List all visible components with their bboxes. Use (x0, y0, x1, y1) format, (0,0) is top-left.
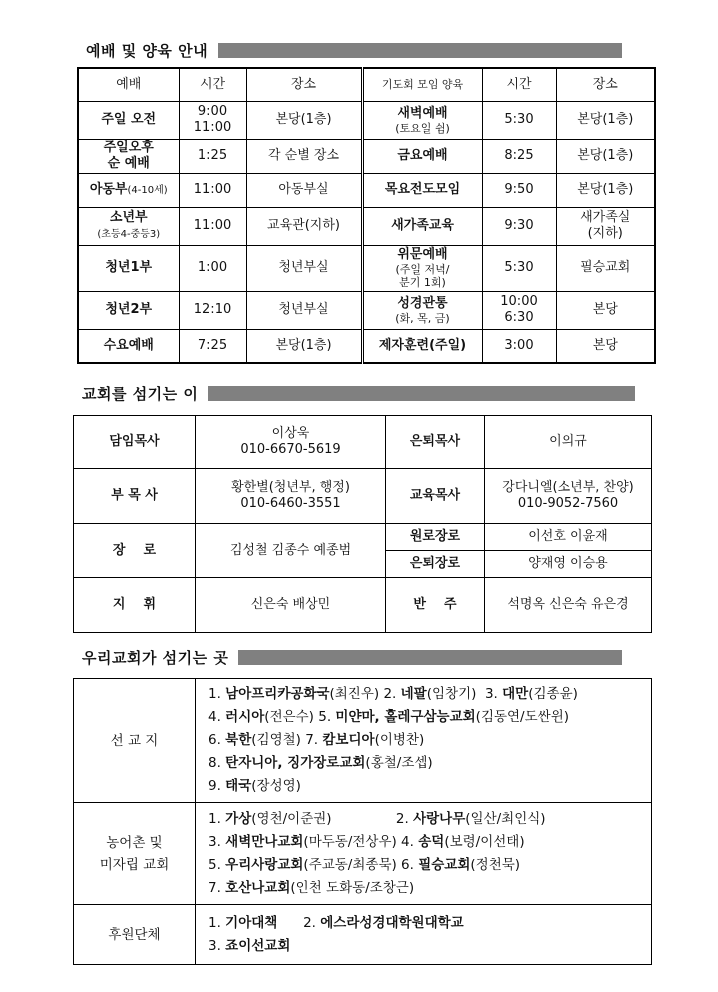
accompanist-label: 반 주 (386, 578, 485, 633)
schedule-table (77, 67, 656, 364)
right-service-cell (362, 101, 482, 139)
retired-pastor-name: 이의규 (485, 416, 652, 469)
elders-label: 장 로 (74, 524, 196, 578)
senior-elders-names: 이선호 이윤재 (485, 524, 652, 551)
church-name: 사랑나무 (413, 810, 466, 827)
header-place: 장소 (246, 68, 362, 101)
right-service-cell (362, 291, 482, 329)
list-text: (일산/최인식) (465, 810, 546, 827)
list-text: 9. (208, 778, 226, 794)
left-service-name: 청년2부 (105, 302, 153, 317)
right-place: 새가족실 (지하) (556, 207, 655, 245)
right-place: 본당(1층) (556, 139, 655, 173)
schedule-section-title: 예배 및 양육 안내 (86, 42, 209, 60)
left-service-name: 청년1부 (105, 260, 153, 275)
list-item (208, 775, 643, 798)
list-text: (임창기) 3. (426, 686, 503, 702)
education-pastor-cell (485, 469, 652, 524)
church-name: 네팔 (400, 686, 427, 702)
left-place: 아동부실 (246, 173, 362, 207)
left-time: 7:25 (179, 329, 246, 363)
left-place: 청년부실 (246, 245, 362, 291)
right-place: 본당 (556, 291, 655, 329)
left-time: 1:25 (179, 139, 246, 173)
left-service-name: 아동부 (89, 181, 128, 197)
support-list (196, 905, 652, 965)
left-service-note: (초등4-중등3) (97, 228, 161, 240)
list-item (208, 877, 643, 900)
list-item (208, 808, 643, 831)
right-time: 5:30 (482, 101, 556, 139)
right-service-cell (362, 245, 482, 291)
left-place: 본당(1층) (246, 329, 362, 363)
right-service-name: 제자훈련(주일) (378, 337, 467, 353)
church-name: 태국 (225, 778, 252, 794)
left-service-name: 소년부 (109, 209, 148, 225)
church-name: 남아프리카공화국 (225, 686, 330, 702)
rural-label-line: 미자립 교회 (99, 856, 170, 873)
list-text: (김동연/도싼윈) (475, 709, 569, 725)
church-name: 송덕 (418, 833, 445, 850)
senior-pastor-cell (196, 416, 386, 469)
schedule-header-row (78, 68, 655, 101)
education-pastor-label: 교육목사 (386, 469, 485, 524)
right-service-note: (토요일 쉼) (395, 121, 450, 135)
header-time-2: 시간 (482, 68, 556, 101)
right-service-name: 금요예배 (397, 148, 448, 163)
church-name: 탄자니아, 징가장로교회 (225, 755, 366, 771)
staff-row (74, 416, 652, 469)
church-name: 우리사랑교회 (225, 856, 304, 873)
list-text: 1. (208, 686, 226, 702)
list-text: 2. (277, 914, 321, 931)
support-label: 후원단체 (74, 905, 196, 965)
right-service-name: 위문예배 (397, 247, 448, 262)
retired-pastor-label: 은퇴목사 (386, 416, 485, 469)
header-service: 예배 (78, 68, 179, 101)
conductor-names: 신은숙 배상민 (196, 578, 386, 633)
list-text: (이병찬) (374, 732, 425, 748)
right-service-cell (362, 173, 482, 207)
associate-pastor-label: 부 목 사 (74, 469, 196, 524)
senior-pastor-name: 이상욱 (271, 426, 310, 441)
list-text: 3. (208, 937, 226, 954)
list-text: (보령/이선태) (444, 833, 525, 850)
associate-pastor-cell (196, 469, 386, 524)
right-time: 5:30 (482, 245, 556, 291)
list-text: (마두동/전상우) 4. (303, 833, 419, 850)
education-pastor-phone: 010-9052-7560 (517, 496, 619, 511)
list-text: (홍철/조셉) (365, 755, 433, 771)
staff-section-header (82, 383, 635, 404)
right-time: 9:30 (482, 207, 556, 245)
header-place-2: 장소 (556, 68, 655, 101)
associate-pastor-name: 황한별(청년부, 행정) (231, 480, 350, 495)
list-item (208, 935, 643, 958)
left-time: 1:00 (179, 245, 246, 291)
right-service-name: 성경관통 (397, 295, 448, 311)
left-time: 11:00 (179, 173, 246, 207)
church-name: 기아대책 (225, 914, 278, 931)
list-text: 4. (208, 709, 226, 725)
left-service-cell (78, 245, 179, 291)
section-divider-bar (218, 43, 622, 58)
left-service-cell (78, 291, 179, 329)
right-service-note: (주일 저녁/ 분기 1회) (395, 263, 450, 289)
staff-row (74, 524, 652, 551)
education-pastor-name: 강다니엘(소년부, 찬양) (502, 480, 634, 495)
conductor-label: 지 휘 (74, 578, 196, 633)
mission-section-header (82, 647, 622, 668)
church-name: 러시아 (225, 709, 265, 725)
left-service-cell (78, 139, 179, 173)
right-service-name: 새가족교육 (391, 218, 454, 233)
mission-row (74, 905, 652, 965)
section-divider-bar (238, 650, 622, 665)
list-text: (최진우) 2. (329, 686, 401, 702)
church-name: 북한 (225, 732, 252, 748)
mission-field-list (196, 679, 652, 803)
section-divider-bar (208, 386, 635, 401)
left-time: 12:10 (179, 291, 246, 329)
schedule-row (78, 291, 655, 329)
list-text: 8. (208, 755, 226, 771)
list-text: (주교동/최종묵) 6. (303, 856, 419, 873)
left-service-cell (78, 207, 179, 245)
church-name: 죠이선교회 (225, 937, 291, 954)
church-name: 가상 (225, 810, 252, 827)
right-service-cell (362, 207, 482, 245)
right-service-cell (362, 139, 482, 173)
left-place: 교육관(지하) (246, 207, 362, 245)
mission-row (74, 803, 652, 905)
schedule-row (78, 329, 655, 363)
rural-label-line: 농어촌 및 (106, 834, 163, 851)
staff-row (74, 578, 652, 633)
list-text: 1. (208, 810, 226, 827)
list-text: 1. (208, 914, 226, 931)
schedule-row (78, 245, 655, 291)
rural-church-list (196, 803, 652, 905)
left-service-cell (78, 101, 179, 139)
right-service-name: 새벽예배 (397, 105, 448, 121)
schedule-row (78, 173, 655, 207)
list-text: (정천묵) (470, 856, 521, 873)
left-service-note: (4-10세) (127, 184, 168, 196)
mission-field-label: 선 교 지 (74, 679, 196, 803)
mission-section-title: 우리교회가 섬기는 곳 (82, 649, 229, 667)
church-name: 미얀마, 홀레구삼능교회 (335, 709, 476, 725)
list-item (208, 752, 643, 775)
list-item (208, 912, 643, 935)
retired-elders-names: 양재영 이승용 (485, 551, 652, 578)
right-service-note: (화, 목, 금) (395, 311, 450, 325)
left-time: 9:00 11:00 (179, 101, 246, 139)
staff-section-title: 교회를 섬기는 이 (82, 385, 199, 403)
left-place: 각 순별 장소 (246, 139, 362, 173)
list-text: (김종윤) (528, 686, 578, 702)
staff-table (73, 415, 652, 633)
header-time: 시간 (179, 68, 246, 101)
list-item (208, 854, 643, 877)
senior-pastor-label: 담임목사 (74, 416, 196, 469)
list-item (208, 729, 643, 752)
right-time: 8:25 (482, 139, 556, 173)
right-place: 본당 (556, 329, 655, 363)
right-time: 10:00 6:30 (482, 291, 556, 329)
list-text: 6. (208, 732, 226, 748)
left-service-name: 주일오후 순 예배 (103, 140, 154, 171)
left-service-cell (78, 329, 179, 363)
left-place: 청년부실 (246, 291, 362, 329)
staff-row (74, 469, 652, 524)
elders-names: 김성철 김종수 예종범 (196, 524, 386, 578)
schedule-row (78, 207, 655, 245)
senior-pastor-phone: 010-6670-5619 (240, 442, 341, 457)
church-name: 에스라성경대학원대학교 (320, 914, 464, 931)
mission-table (73, 678, 652, 965)
list-item (208, 683, 643, 706)
list-text: 3. (208, 833, 226, 850)
list-text: (김영철) 7. (251, 732, 323, 748)
list-text: 5. (208, 856, 226, 873)
left-service-cell (78, 173, 179, 207)
left-place: 본당(1층) (246, 101, 362, 139)
church-name: 대만 (502, 686, 529, 702)
church-name: 필승교회 (418, 856, 471, 873)
rural-church-label (74, 803, 196, 905)
right-time: 3:00 (482, 329, 556, 363)
right-place: 본당(1층) (556, 101, 655, 139)
right-service-name: 목요전도모임 (384, 182, 461, 197)
schedule-row (78, 101, 655, 139)
list-text: 7. (208, 879, 226, 896)
church-name: 호산나교회 (225, 879, 291, 896)
right-place: 필승교회 (556, 245, 655, 291)
list-item (208, 831, 643, 854)
list-text: (장성영) (251, 778, 301, 794)
schedule-row (78, 139, 655, 173)
list-text: (전은수) 5. (264, 709, 336, 725)
left-service-name: 수요예배 (103, 337, 154, 353)
left-service-name: 주일 오전 (101, 112, 157, 127)
right-place: 본당(1층) (556, 173, 655, 207)
left-time: 11:00 (179, 207, 246, 245)
mission-row (74, 679, 652, 803)
right-service-cell (362, 329, 482, 363)
church-name: 캄보디아 (322, 732, 375, 748)
list-text: (영천/이준권) 2. (251, 810, 414, 827)
right-time: 9:50 (482, 173, 556, 207)
associate-pastor-phone: 010-6460-3551 (240, 496, 341, 511)
list-item (208, 706, 643, 729)
church-name: 새벽만나교회 (225, 833, 304, 850)
retired-elders-label: 은퇴장로 (386, 551, 485, 578)
schedule-section-header (86, 40, 622, 61)
senior-elders-label: 원로장로 (386, 524, 485, 551)
accompanist-names: 석명옥 신은숙 유은경 (485, 578, 652, 633)
list-text: (인천 도화동/조창근) (290, 879, 415, 896)
header-meeting: 기도회 모임 양육 (362, 68, 482, 101)
